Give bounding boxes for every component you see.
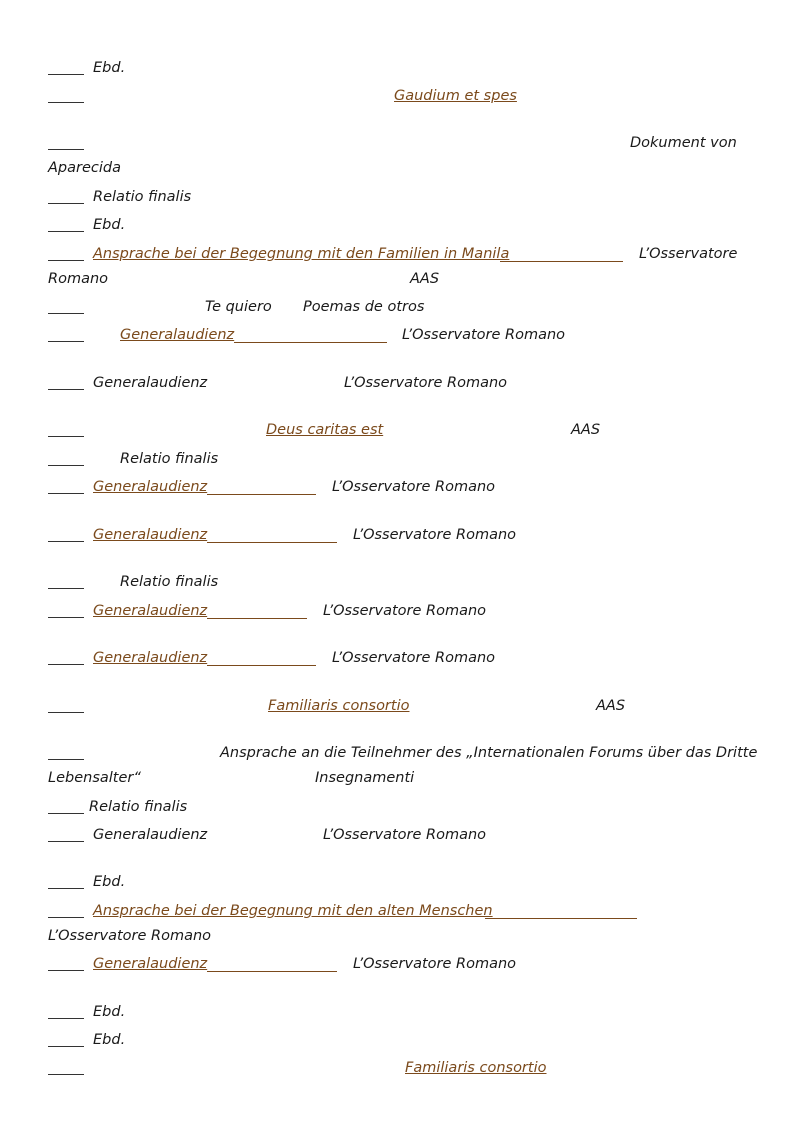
footnote-marker [48,74,84,75]
footnote-marker [48,888,84,889]
note-link[interactable]: Ansprache bei der Begegnung mit den alten Menschen [93,903,493,919]
note-text: Te quiero [205,299,272,315]
note-link[interactable]: Generalaudienz [120,327,235,343]
note-text: AAS [410,271,440,287]
note-text: Ebd. [93,217,126,233]
note-link[interactable]: Generalaudienz [93,603,208,619]
link-underline [207,542,337,543]
note-text: Relatio finalis [120,451,219,467]
footnote-marker [48,617,84,618]
note-text: L’Osservatore Romano [344,375,508,391]
note-text: L’Osservatore Romano [323,827,487,843]
footnote-marker [48,341,84,342]
footnote-marker [48,712,84,713]
footnote-marker [48,1074,84,1075]
link-underline [207,494,316,495]
footnote-marker [48,102,84,103]
note-link[interactable]: Generalaudienz [93,956,208,972]
note-link[interactable]: Generalaudienz [93,527,208,543]
note-text: Ebd. [93,1032,126,1048]
note-text: L’Osservatore Romano [402,327,566,343]
note-link[interactable]: Familiaris consortio [405,1060,547,1076]
footnote-marker [48,970,84,971]
note-text: L’Osservatore Romano [323,603,487,619]
note-text: Ebd. [93,60,126,76]
note-text: Lebensalter“ [48,770,141,786]
note-text: Insegnamenti [315,770,415,786]
note-text: L’Osservatore Romano [332,479,496,495]
note-text: AAS [596,698,626,714]
footnote-marker [48,313,84,314]
footnote-marker [48,149,84,150]
note-text: L’Osservatore [639,246,738,262]
link-underline [207,665,316,666]
footnote-marker [48,664,84,665]
note-link[interactable]: Generalaudienz [93,650,208,666]
note-text: Poemas de otros [303,299,425,315]
link-underline [207,618,307,619]
note-text: Relatio finalis [120,574,219,590]
note-text: Generalaudienz [93,375,208,391]
footnote-marker [48,493,84,494]
footnote-marker [48,813,84,814]
footnote-marker [48,588,84,589]
footnote-marker [48,436,84,437]
footnote-marker [48,759,84,760]
note-text: L’Osservatore Romano [332,650,496,666]
footnote-marker [48,841,84,842]
note-text: Ebd. [93,1004,126,1020]
note-text: Dokument von [630,135,737,151]
footnote-marker [48,231,84,232]
note-link[interactable]: Deus caritas est [266,422,384,438]
link-underline [485,918,637,919]
note-text: Ansprache an die Teilnehmer des „Internationalen Forums über das Dritte [220,745,758,761]
note-link[interactable]: Gaudium et spes [394,88,517,104]
note-link[interactable]: Generalaudienz [93,479,208,495]
note-text: Romano [48,271,109,287]
footnote-marker [48,541,84,542]
note-text: L’Osservatore Romano [48,928,212,944]
note-text: L’Osservatore Romano [353,956,517,972]
footnote-marker [48,389,84,390]
footnote-marker [48,1018,84,1019]
note-link[interactable]: Familiaris consortio [268,698,410,714]
note-text: Generalaudienz [93,827,208,843]
link-underline [500,261,623,262]
note-text: Relatio finalis [89,799,188,815]
link-underline [234,342,387,343]
footnote-marker [48,1046,84,1047]
note-text: L’Osservatore Romano [353,527,517,543]
footnote-marker [48,260,84,261]
note-text: Relatio finalis [93,189,192,205]
note-text: Ebd. [93,874,126,890]
link-underline [207,971,337,972]
note-text: Aparecida [48,160,121,176]
footnote-marker [48,917,84,918]
note-text: AAS [571,422,601,438]
footnote-marker [48,203,84,204]
footnote-marker [48,465,84,466]
note-link[interactable]: Ansprache bei der Begegnung mit den Familien in Manila [93,246,510,262]
